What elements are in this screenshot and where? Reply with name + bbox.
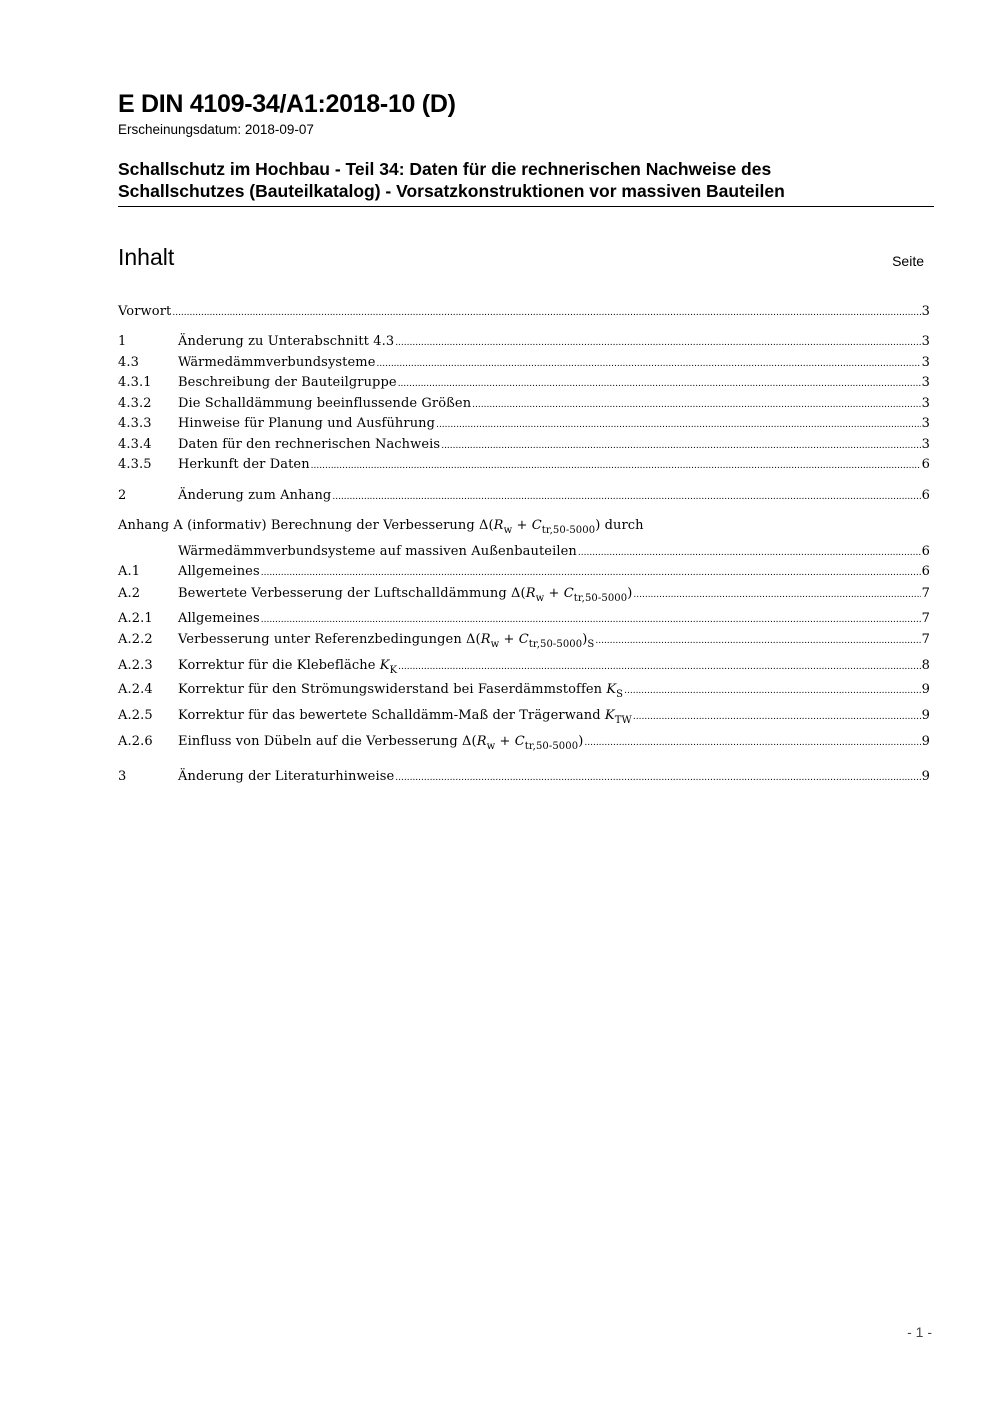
math-plus: + [512, 518, 532, 533]
toc-entry-number: A.2.6 [118, 734, 153, 749]
toc-heading: Inhalt [118, 244, 175, 270]
toc-entry-title: Änderung zum Anhang [178, 488, 332, 503]
leader-dots [398, 656, 920, 677]
leader-dots [436, 414, 921, 435]
toc-entry-a-2[interactable] [118, 584, 930, 604]
title-text: Einfluss von Dübeln auf die Verbesserung Δ( [178, 734, 477, 749]
title-rule [118, 206, 934, 207]
leader-dots [624, 680, 921, 701]
math-c: C [531, 518, 542, 533]
toc-entry-number: A.2.4 [118, 682, 153, 697]
leader-dots [584, 732, 920, 753]
toc-entry-page: 6 [921, 488, 930, 503]
math-k: K [379, 658, 390, 673]
toc-entry-4-3-2[interactable] [118, 394, 930, 414]
math-sub-s: S [616, 689, 624, 700]
toc-entry-title [178, 584, 632, 605]
document-id: E DIN 4109-34/A1:2018-10 (D) [118, 90, 456, 118]
math-r: R [525, 586, 536, 601]
toc-entry-number: A.2.5 [118, 708, 153, 723]
toc-entry-page: 9 [921, 769, 930, 784]
toc-entry-number: 4.3.1 [118, 375, 152, 390]
toc-entry-page: 9 [921, 682, 930, 697]
toc-entry-title: Allgemeines [178, 564, 260, 579]
toc-entry-number: 4.3.4 [118, 437, 152, 452]
toc-entry-4-3-4[interactable] [118, 435, 930, 455]
title-suffix: ) [582, 632, 588, 647]
title-text: Bewertete Verbesserung der Luftschalldämmung Δ( [178, 586, 526, 601]
toc-entry-page: 7 [921, 611, 930, 626]
math-c: C [514, 734, 525, 749]
toc-entry-page: 3 [921, 304, 930, 319]
toc-entry-page: 7 [921, 632, 930, 647]
toc-entry-number: 2 [118, 488, 127, 503]
toc-entry-a-2-3[interactable] [118, 656, 930, 676]
toc-entry-a-2-4[interactable] [118, 680, 930, 700]
toc-entry-vorwort[interactable] [118, 302, 930, 322]
toc-entry-page: 3 [921, 437, 930, 452]
toc-entry-title [178, 732, 583, 753]
leader-dots [395, 767, 920, 788]
math-sub-tr: tr,50-5000 [573, 593, 628, 604]
toc-entry-title: Wärmedämmverbundsysteme [178, 355, 376, 370]
toc-entry-title [178, 706, 632, 727]
toc-entry-number: 4.3.5 [118, 457, 152, 472]
toc-entry-title: Beschreibung der Bauteilgruppe [178, 375, 397, 390]
toc-entry-number: 4.3.2 [118, 396, 152, 411]
toc-entry-title: Daten für den rechnerischen Nachweis [178, 437, 441, 452]
leader-dots [398, 373, 921, 394]
title-suffix: ) [627, 586, 633, 601]
toc-entry-page: 6 [921, 564, 930, 579]
toc-entry-title: Wärmedämmverbundsysteme auf massiven Außenbauteilen [178, 544, 577, 559]
math-r: R [493, 518, 504, 533]
leader-dots [595, 630, 920, 651]
leader-dots [472, 394, 920, 415]
toc-entry-number: A.2.3 [118, 658, 153, 673]
math-c: C [563, 586, 574, 601]
toc-entry-page: 8 [921, 658, 930, 673]
toc-entry-4-3[interactable] [118, 353, 930, 373]
math-sub-w: w [535, 593, 545, 604]
toc-entry-title [178, 656, 397, 677]
math-sub-w: w [503, 525, 513, 536]
toc-entry-page: 3 [921, 375, 930, 390]
math-sub-k: K [389, 665, 398, 676]
toc-entry-page: 3 [921, 355, 930, 370]
leader-dots [441, 435, 920, 456]
toc-entry-number: 1 [118, 334, 127, 349]
title-suffix: ) [578, 734, 584, 749]
leader-dots [377, 353, 921, 374]
toc-entry-3[interactable] [118, 767, 930, 787]
toc-entry-4-3-1[interactable] [118, 373, 930, 393]
leader-dots [633, 584, 920, 605]
toc-entry-page: 3 [921, 334, 930, 349]
leader-dots [172, 302, 920, 323]
toc-entry-title: Änderung der Literaturhinweise [178, 769, 395, 784]
toc-entry-page: 6 [921, 457, 930, 472]
math-plus: + [544, 586, 564, 601]
toc-entry-4-3-5[interactable] [118, 455, 930, 475]
toc-entry-a-1[interactable] [118, 562, 930, 582]
publication-date: Erscheinungsdatum: 2018-09-07 [118, 122, 314, 137]
toc-entry-number: A.2.1 [118, 611, 153, 626]
math-c: C [518, 632, 529, 647]
toc-entry-page: 7 [921, 586, 930, 601]
toc-entry-page: 9 [921, 708, 930, 723]
toc-entry-title: Vorwort [118, 304, 172, 319]
math-r: R [480, 632, 491, 647]
toc-entry-title [178, 680, 623, 701]
math-sub-tr: tr,50-5000 [541, 525, 596, 536]
toc-entry-page: 3 [921, 416, 930, 431]
toc-annex-a-heading[interactable] [118, 516, 644, 536]
toc-entry-1[interactable] [118, 332, 930, 352]
leader-dots [578, 542, 921, 563]
toc-entry-number: 4.3.3 [118, 416, 152, 431]
toc-entry-title: Änderung zu Unterabschnitt 4.3 [178, 334, 395, 349]
title-text: Korrektur für das bewertete Schalldämm-Maß der Trägerwand [178, 708, 605, 723]
title-text: Korrektur für die Klebefläche [178, 658, 380, 673]
document-title: Schallschutz im Hochbau - Teil 34: Daten für die rechnerischen Nachweise des Schallschutzes (Bauteilkatalog) - Vorsatzkonstruktionen vor massiven Bauteilen [118, 159, 785, 201]
toc-entry-a-2-6[interactable] [118, 732, 930, 752]
math-r: R [476, 734, 487, 749]
math-sub-tw: TW [614, 715, 632, 726]
toc-entry-a-2-1[interactable] [118, 609, 930, 629]
leader-dots [633, 706, 921, 727]
toc-entry-title: Herkunft der Daten [178, 457, 310, 472]
math-sub-w: w [486, 741, 496, 752]
toc-entry-a-2-2[interactable] [118, 630, 930, 650]
toc-entry-page: 9 [921, 734, 930, 749]
annex-prefix: Anhang A (informativ) Berechnung der Verbesserung Δ( [118, 518, 494, 533]
math-sub-tr: tr,50-5000 [528, 639, 583, 650]
toc-entry-page: 3 [921, 396, 930, 411]
toc-entry-title: Hinweise für Planung und Ausführung [178, 416, 436, 431]
annex-suffix: ) durch [595, 518, 644, 533]
math-k: K [606, 682, 617, 697]
leader-dots [395, 332, 920, 353]
math-plus: + [495, 734, 515, 749]
toc-entry-number: 3 [118, 769, 127, 784]
toc-entry-2[interactable] [118, 486, 930, 506]
leader-dots [311, 455, 921, 476]
toc-entry-number: 4.3 [118, 355, 139, 370]
toc-entry-number: A.1 [118, 564, 141, 579]
toc-entry-4-3-3[interactable] [118, 414, 930, 434]
page-column-label: Seite [892, 253, 924, 269]
toc-entry-number: A.2 [118, 586, 141, 601]
title-text: Korrektur für den Strömungswiderstand bei Faserdämmstoffen [178, 682, 607, 697]
toc-entry-title: Allgemeines [178, 611, 260, 626]
toc-entry-number: A.2.2 [118, 632, 153, 647]
toc-entry-annex-a[interactable] [118, 542, 930, 562]
leader-dots [261, 609, 921, 630]
math-sub-w: w [490, 639, 500, 650]
leader-dots [261, 562, 921, 583]
leader-dots [332, 486, 920, 507]
toc-entry-page: 6 [921, 544, 930, 559]
toc-entry-a-2-5[interactable] [118, 706, 930, 726]
math-sub-s: S [587, 639, 595, 650]
toc-entry-title [178, 630, 594, 651]
footer-page-number: - 1 - [907, 1324, 932, 1340]
math-k: K [604, 708, 615, 723]
title-text: Verbesserung unter Referenzbedingungen Δ( [178, 632, 481, 647]
math-plus: + [499, 632, 519, 647]
math-sub-tr: tr,50-5000 [524, 741, 579, 752]
toc-entry-title: Die Schalldämmung beeinflussende Größen [178, 396, 472, 411]
